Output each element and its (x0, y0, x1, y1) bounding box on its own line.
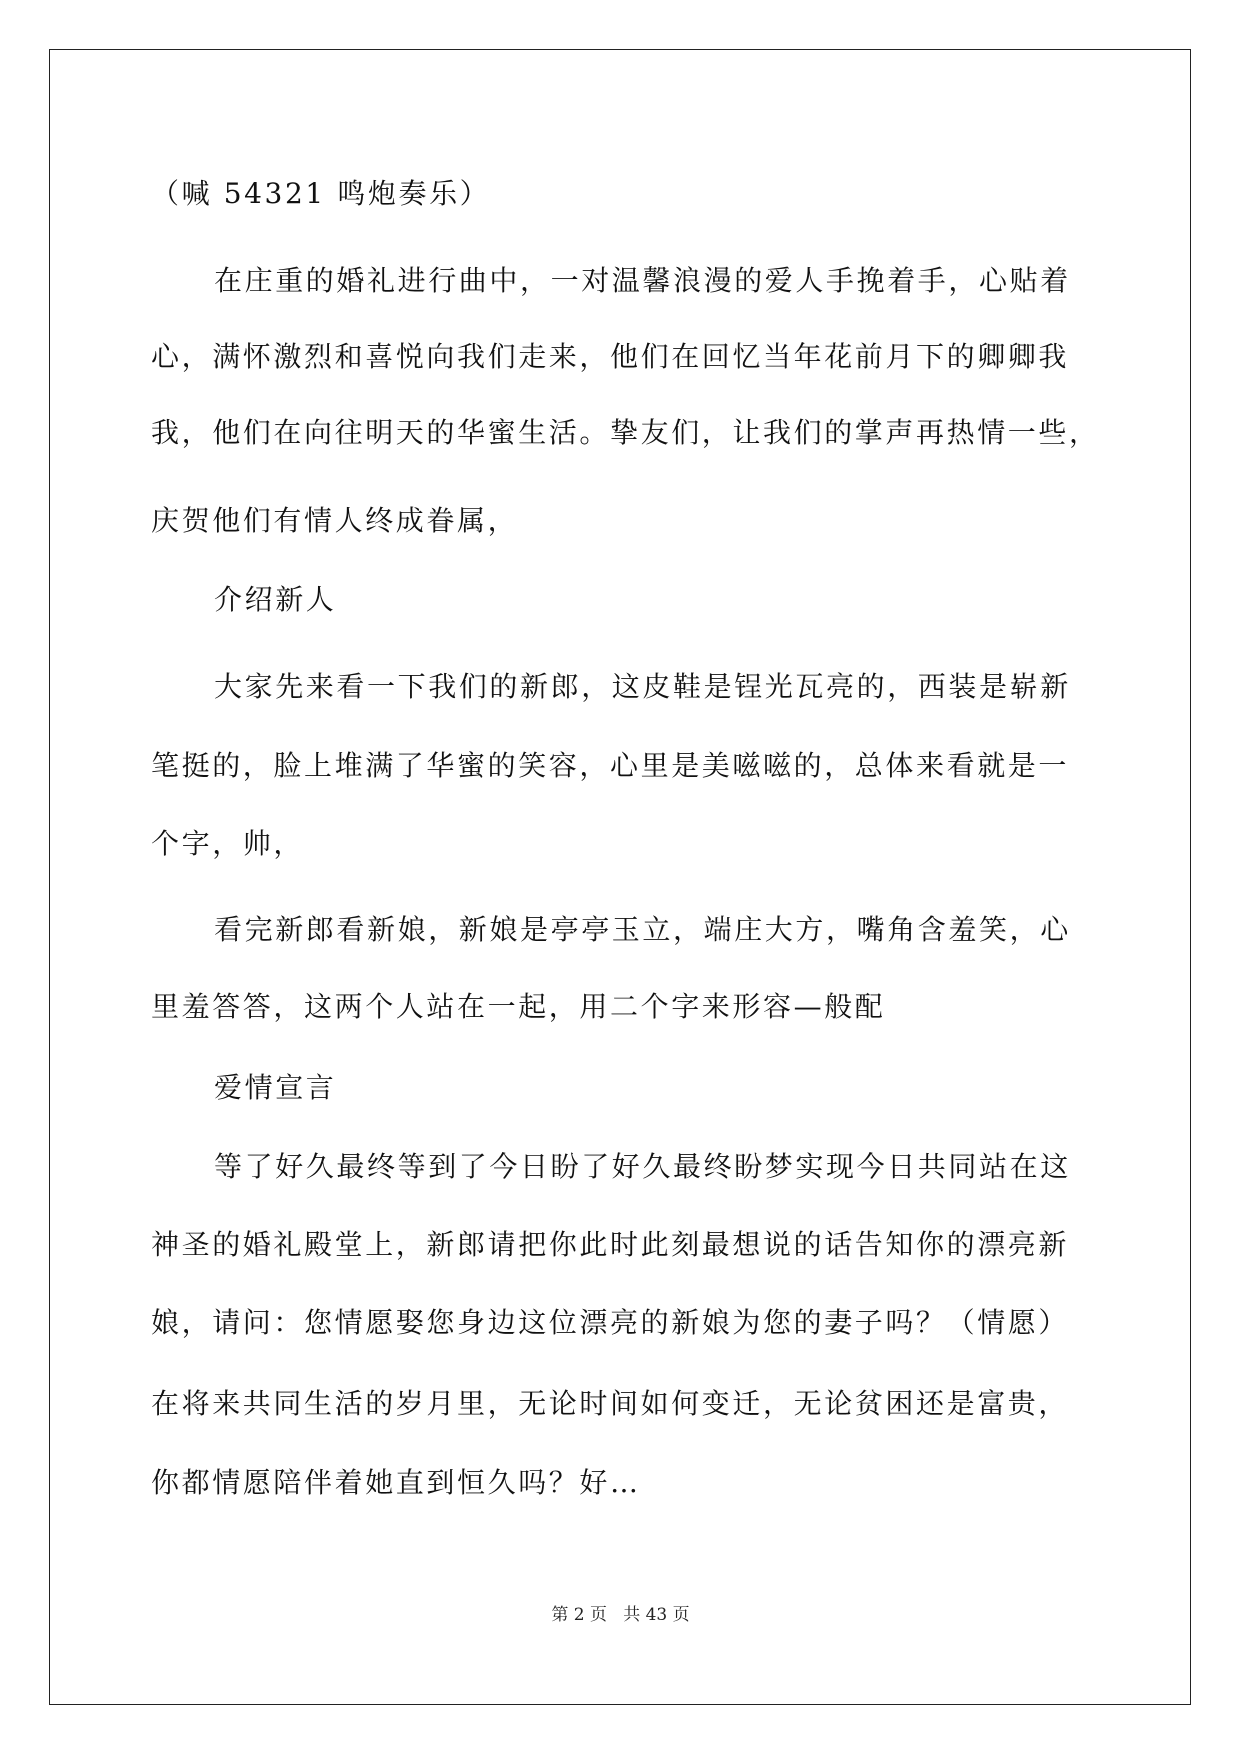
text-line-9: 个字，帅， (151, 827, 305, 860)
section-heading-introduce: 介绍新人 (214, 583, 337, 616)
text-line-3: 心，满怀激烈和喜悦向我们走来，他们在回忆当年花前月下的卿卿我 (151, 340, 1070, 373)
page-footer (0, 1600, 1241, 1625)
text-line-13: 等了好久最终等到了今日盼了好久最终盼梦实现今日共同站在这 (214, 1150, 1071, 1183)
text-line-15: 娘，请问：您情愿娶您身边这位漂亮的新娘为您的妻子吗？（情愿） (151, 1306, 1070, 1339)
section-heading-vows: 爱情宣言 (214, 1071, 337, 1104)
text-line-14: 神圣的婚礼殿堂上，新郎请把你此时此刻最想说的话告知你的漂亮新 (151, 1228, 1070, 1261)
text-line-8: 笔挺的，脸上堆满了华蜜的笑容，心里是美嗞嗞的，总体来看就是一 (151, 749, 1070, 782)
text-line-1: （喊 54321 鸣炮奏乐） (151, 177, 491, 210)
text-line-17: 你都情愿陪伴着她直到恒久吗？好… (151, 1466, 641, 1499)
text-line-11: 里羞答答，这两个人站在一起，用二个字来形容—般配 (151, 990, 886, 1023)
text-line-4: 我，他们在向往明天的华蜜生活。挚友们，让我们的掌声再热情一些， (151, 416, 1100, 449)
text-line-10: 看完新郎看新娘，新娘是亭亭玉立，端庄大方，嘴角含羞笑，心 (214, 913, 1071, 946)
text-line-5: 庆贺他们有情人终成眷属， (151, 504, 519, 537)
text-line-7: 大家先来看一下我们的新郎，这皮鞋是锃光瓦亮的，西装是崭新 (214, 670, 1071, 703)
text-line-2: 在庄重的婚礼进行曲中，一对温馨浪漫的爱人手挽着手，心贴着 (214, 264, 1071, 297)
page-number: 第 2 页 共 43 页 (551, 1605, 690, 1625)
text-line-16: 在将来共同生活的岁月里，无论时间如何变迁，无论贫困还是富贵， (151, 1387, 1070, 1420)
